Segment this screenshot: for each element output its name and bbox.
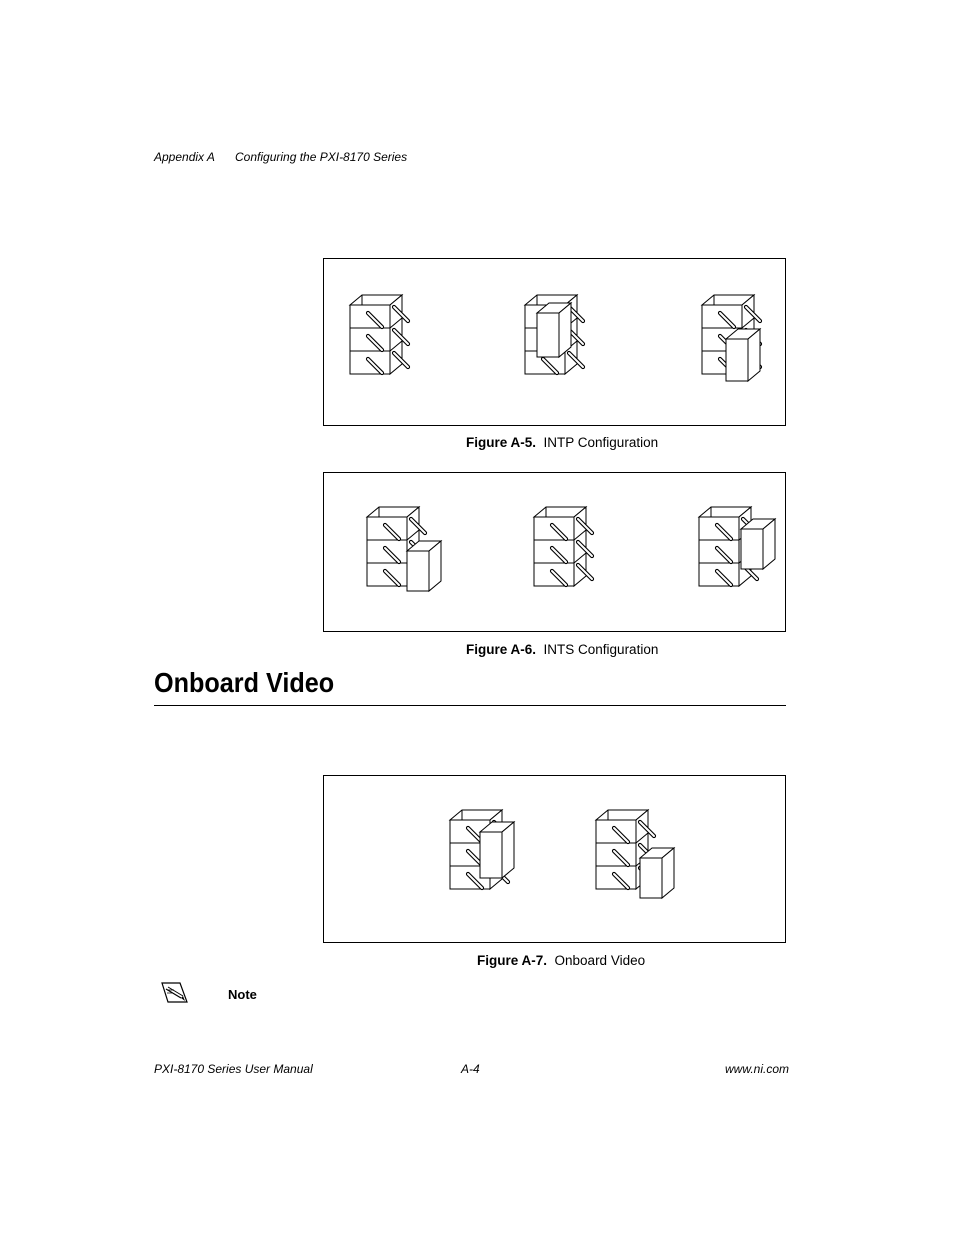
video-jumper-disabled [596, 810, 674, 898]
figure-a5-caption [466, 435, 658, 450]
figure-a6-diagram [324, 473, 787, 633]
note-pencil-icon [160, 980, 190, 1006]
figure-a5-diagram [324, 259, 787, 427]
footer-url: www.ni.com [725, 1062, 790, 1076]
figure-a7-label: Figure A-7. [477, 953, 548, 968]
figure-a7-box [323, 775, 786, 943]
figure-a6-title: INTS Configuration [543, 642, 659, 657]
header-appendix: Appendix A [154, 150, 215, 164]
intp-jumper-position-1 [525, 295, 583, 374]
heading-rule [154, 705, 786, 706]
figure-a5-title: INTP Configuration [543, 435, 659, 450]
header-chapter: Configuring the PXI-8170 Series [235, 150, 408, 164]
intp-jumper-open [350, 295, 408, 374]
footer-manual: PXI-8170 Series User Manual [154, 1062, 313, 1076]
figure-a5-label: Figure A-5. [466, 435, 537, 450]
figure-a7-caption [477, 953, 645, 968]
intp-jumper-position-2 [702, 295, 760, 381]
figure-a7-diagram [324, 776, 787, 944]
figure-a6-label: Figure A-6. [466, 642, 537, 657]
ints-jumper-open [534, 507, 592, 586]
figure-a5-box [323, 258, 786, 426]
figure-a6-box [323, 472, 786, 632]
footer-page-number: A-4 [461, 1062, 480, 1076]
ints-jumper-position-1 [367, 507, 441, 591]
ints-jumper-position-2 [699, 507, 775, 586]
note-label: Note [228, 987, 257, 1002]
section-heading: Onboard Video [154, 667, 335, 698]
figure-a7-title: Onboard Video [554, 953, 646, 968]
figure-a6-caption [466, 642, 658, 657]
video-jumper-enabled [450, 810, 514, 889]
